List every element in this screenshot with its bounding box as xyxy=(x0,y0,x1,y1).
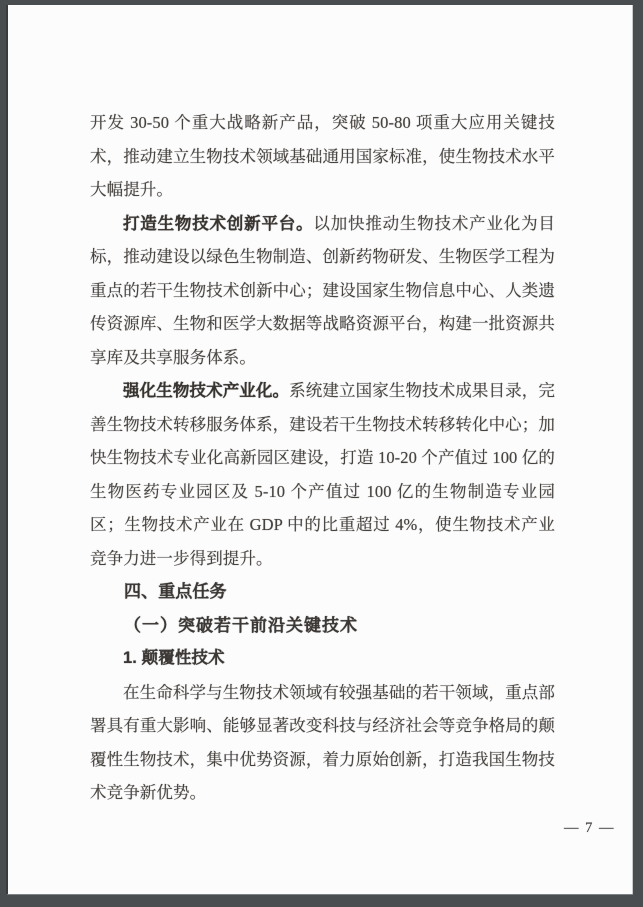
section-heading: （一）突破若干前沿关键技术 xyxy=(124,615,358,635)
body-paragraph: 开发 30-50 个重大战略新产品，突破 50-80 项重大应用关键技术，推动建立生物技术领域基础通用国家标准，使生物技术水平大幅提升。 xyxy=(90,113,555,199)
document-page xyxy=(6,5,633,895)
page-number: — 7 — xyxy=(564,819,615,836)
body-paragraph: 在生命科学与生物技术领域有较强基础的若干领域，重点部署具有重大影响、能够显著改变科技与经济社会等竞争格局的颠覆性生物技术，集中优势资源，着力原始创新，打造我国生物技术竞争新优势。 xyxy=(90,682,555,802)
section-heading: 四、重点任务 xyxy=(124,582,227,601)
section-heading: 1. 颠覆性技术 xyxy=(123,649,225,667)
body-paragraph: 强化生物技术产业化。系统建立国家生物技术成果目录，完善生物技术转移服务体系，建设若干生物技术转移转化中心；加快生物技术专业化高新园区建设，打造 10-20 个产值过 100 亿的生物医药专业园区及 5-10 个产值过 100 亿的生物制造专业园区；生物技术产业在 GDP 中的比重超过 4%，使生物技术产业竞争力进一步得到提升。 xyxy=(90,381,555,568)
paragraph-bold-lead: 打造生物技术创新平台。 xyxy=(123,213,314,233)
paragraph-bold-lead: 强化生物技术产业化。 xyxy=(123,381,290,400)
body-paragraph: 打造生物技术创新平台。以加快推动生物技术产业化为目标，推动建设以绿色生物制造、创新药物研发、生物医学工程为重点的若干生物技术创新中心；建设国家生物信息中心、人类遗传资源库、生物和医学大数据等战略资源平台，构建一批资源共享库及共享服务体系。 xyxy=(90,213,555,367)
document-body xyxy=(8,5,633,810)
